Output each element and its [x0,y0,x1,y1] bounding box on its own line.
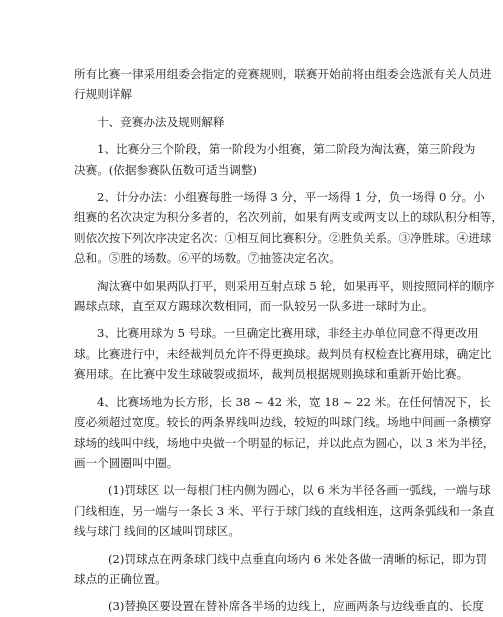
section-heading: 十、竞赛办法及规则解释 [97,114,225,129]
text-line-1: 所有比赛一律采用组委会指定的竞赛规则，联赛开始前将由组委会选派有关人员进 [74,67,492,81]
text-line-24: (3)替换区要设置在替补席各半场的边线上，应画两条与边线垂直的、长度 [108,599,484,614]
text-line-20: 门线相连，另一端与一条长 3 米、平行于球门线的直线相连，这两条弧线和一条直 [74,503,495,518]
text-line-13: 球。比赛进行中，未经裁判员允许不得更换球。裁判员有权检查比赛用球，确定比 [74,346,492,361]
text-line-10: 淘汰赛中如果两队打平，则采用互射点球 5 轮，如果再平，则按照同样的顺序 [97,278,495,293]
text-line-23: 球点的正确位置。 [74,571,167,586]
text-line-2: 行规则详解 [74,87,132,102]
text-line-9: 总和。⑤胜的场数。⑥平的场数。⑦抽签决定名次。 [74,251,341,266]
text-line-4: 1、比赛分三个阶段，第一阶段为小组赛，第二阶段为淘汰赛，第三阶段为 [97,142,476,157]
text-line-16: 度必须超过宽度。较长的两条界线叫边线，较短的叫球门线。场地中间画一条横穿 [74,415,492,430]
text-line-8: 则依次按下列次序决定名次：①相互间比赛积分。②胜负关系。③净胜球。④进球 [74,230,492,245]
text-line-22: (2)罚球点在两条球门线中点垂直向场内 6 米处各做一清晰的标记，即为罚 [108,551,487,566]
text-line-17: 球场的线叫中线，场地中央做一个明显的标记，并以此点为圆心，以 3 米为半径， [74,435,495,450]
text-line-15: 4、比赛场地为长方形，长 38 ~ 42 米，宽 18 ~ 22 米。在任何情况下，长 [97,394,491,409]
text-line-19: (1)罚球区 以一每根门柱内侧为圆心，以 6 米为半径各画一弧线，一端与球 [108,483,491,498]
text-line-21: 线与球门 线间的区域叫罚球区。 [74,524,240,539]
text-line-12: 3、比赛用球为 5 号球。一旦确定比赛用球，非经主办单位同意不得更改用 [97,326,479,341]
text-line-11: 踢球点球，直至双方踢球次数相同，而一队较另一队多进一球时为止。 [74,299,434,314]
text-line-6: 2、计分办法：小组赛每胜一场得 3 分，平一场得 1 分，负一场得 0 分。小 [97,190,485,205]
text-line-18: 画一个圆圈叫中圈。 [74,455,179,470]
text-line-5: 决赛。(依据参赛队伍数可适当调整) [74,162,257,177]
text-line-14: 赛用球。在比赛中发生球破裂或损坏，裁判员根据规则换球和重新开始比赛。 [74,367,469,382]
text-line-7: 组赛的名次决定为积分多者的，名次列前，如果有两支或两支以上的球队积分相等， [74,210,503,225]
